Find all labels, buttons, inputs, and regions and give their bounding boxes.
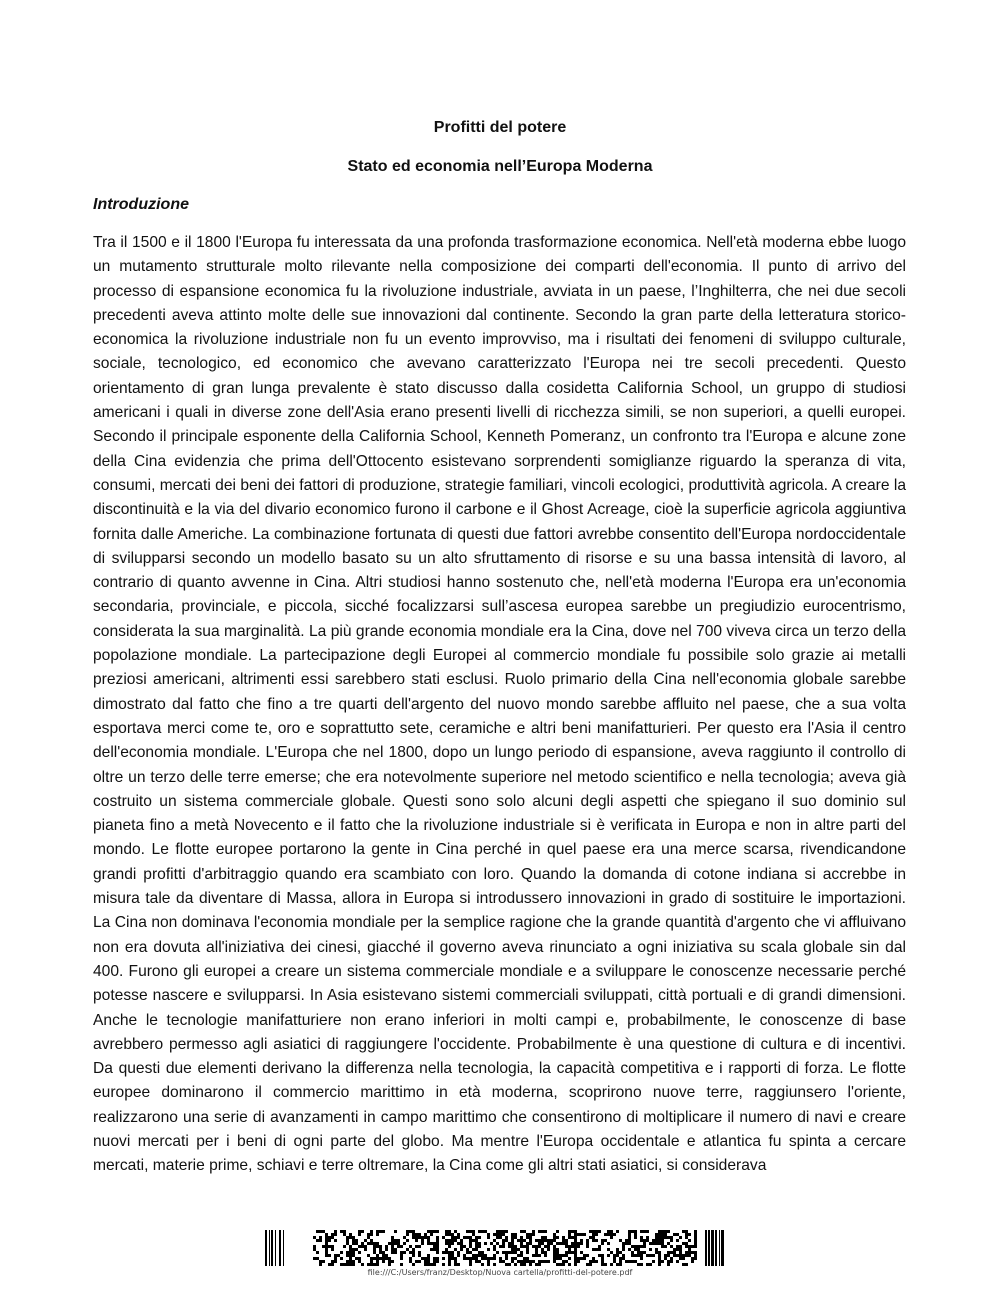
body-paragraph: Tra il 1500 e il 1800 l'Europa fu interessata da una profonda trasformazione economica. Nell'età moderna ebbe luogo un mutamento strutturale molto rilevante nella composizione dei comparti dell'economia. Il punto di arrivo del processo di espansione economica fu la rivoluzione industriale, avviata in un paese, l’Inghilterra, che nei due secoli precedenti aveva attinto molte delle sue innovazioni dal continente. Secondo la gran parte della letteratura storico-economica la rivoluzione industriale non fu un evento improvviso, ma i risultati dei fenomeni di sviluppo culturale, sociale, tecnologico, ed economico che avevano caratterizzato l'Europa nei tre secoli precedenti. Questo orientamento di gran lunga prevalente è stato discusso dalla cosidetta California School, un gruppo di studiosi americani i quali in diverse zone dell'Asia erano presenti livelli di ricchezza simili, se non superiori, a quelli europei. Secondo il principale esponente della California School, Kenneth Pomeranz, un confronto tra l'Europa e alcune zone della Cina evidenzia che prima dell'Ottocento esistevano sorprendenti somiglianze riguardo la speranza di vita, consumi, mercati dei beni dei fattori di produzione, strategie familiari, vincoli ecologici, produttività agricola. A creare la discontinuità e la via del divario economico furono il carbone e il Ghost Acreage, cioè la superficie agricola aggiuntiva fornita dalle Americhe. La combinazione fortunata di questi due fattori avrebbe consentito dell'Europa nordoccidentale di svilupparsi secondo un modello basato su un alto sfruttamento di risorse e su una bassa intensità di lavoro, al contrario di quanto avvenne in Cina. Altri studiosi hanno sostenuto che, nell'età moderna l'Europa era un'economia secondaria, provinciale, e piccola, sicché focalizzarsi sull’ascesa europea sarebbe un pregiudizio eurocentrismo, considerata la sua marginalità. La più grande economia mondiale era la Cina, dove nel 700 viveva circa un terzo della popolazione mondiale. La partecipazione degli Europei al commercio mondiale fu possibile solo grazie ai metalli preziosi americani, altrimenti essi sarebbero stati esclusi. Ruolo primario della Cina nell'economia globale sarebbe dimostrato dal fatto che fino a tre quarti dell'argento del nuovo mondo sarebbe affluito nel paese, che a sua volta esportava merci come te, oro e soprattutto sete, ceramiche e altri beni manifatturieri. Per questo era l'Asia il centro dell'economia mondiale. L'Europa che nel 1800, dopo un lungo periodo di espansione, aveva raggiunto il controllo di oltre un terzo delle terre emerse; che era notevolmente superiore nel metodo scientifico e nella tecnologia; aveva già costruito un sistema commerciale globale. Questi sono solo alcuni degli aspetti che spiegano il suo dominio sul pianeta fino a metà Novecento e il fatto che la rivoluzione industriale si è verificata in Europa e non in altre parti del mondo. Le flotte europee portarono la gente in Cina perché in quel paese era una merce scarsa, rivendicandone grandi profitti d'arbitraggio quando era scambiato con loro. Quando la domanda di cotone indiana si accrebbe in misura tale da diventare di Massa, allora in Europa si introdussero innovazioni in grado di sostituire le importazioni. La Cina non dominava l'economia mondiale per la semplice ragione che la grande quantità d'argento che vi affluivano non era dovuta all'iniziativa dei cinesi, giacché il governo aveva rinunciato a ogni iniziativa su scala globale sin dal 400. Furono gli europei a creare un sistema commerciale mondiale e a sviluppare le conoscenze necessarie perché potesse nascere e svilupparsi. In Asia esistevano sistemi commerciali sviluppati, città portuali e di grandi dimensioni. Anche le tecnologie manifatturiere non erano inferiori in molti campi e, probabilmente, le conoscenze di base avrebbero permesso agli asiatici di raggiungere l'occidente. Probabilmente è una questione di cultura e di incentivi. Da questi due elementi derivano la differenza nella tecnologia, la capacità competitiva e i rapporti di forza. Le flotte europee dominarono il commercio marittimo in età moderna, scoprirono nuove terre, raggiunsero l'oriente, realizzarono una serie di avanzamenti in campo marittimo che consentirono di moltiplicare il numero di navi e creare nuovi mercati per i beni di ogni parte del globo. Ma mentre l'Europa occidentale e atlantica fu spinta a cercare mercati, materie prime, schiavi e terre oltremare, la Cina come gli altri stati asiatici, si considerava bbox=[93, 234, 907, 1175]
footer-file-path: file:///C:/Users/franz/Desktop/Nuova cartella/profitti-del-potere.pdf bbox=[367, 1268, 633, 1277]
section-heading: Introduzione bbox=[93, 196, 189, 213]
document-subtitle: Stato ed economia nell’Europa Moderna bbox=[347, 158, 653, 175]
barcode-icon bbox=[265, 1228, 735, 1268]
page-footer bbox=[250, 1218, 750, 1284]
document-title: Profitti del potere bbox=[433, 119, 567, 136]
